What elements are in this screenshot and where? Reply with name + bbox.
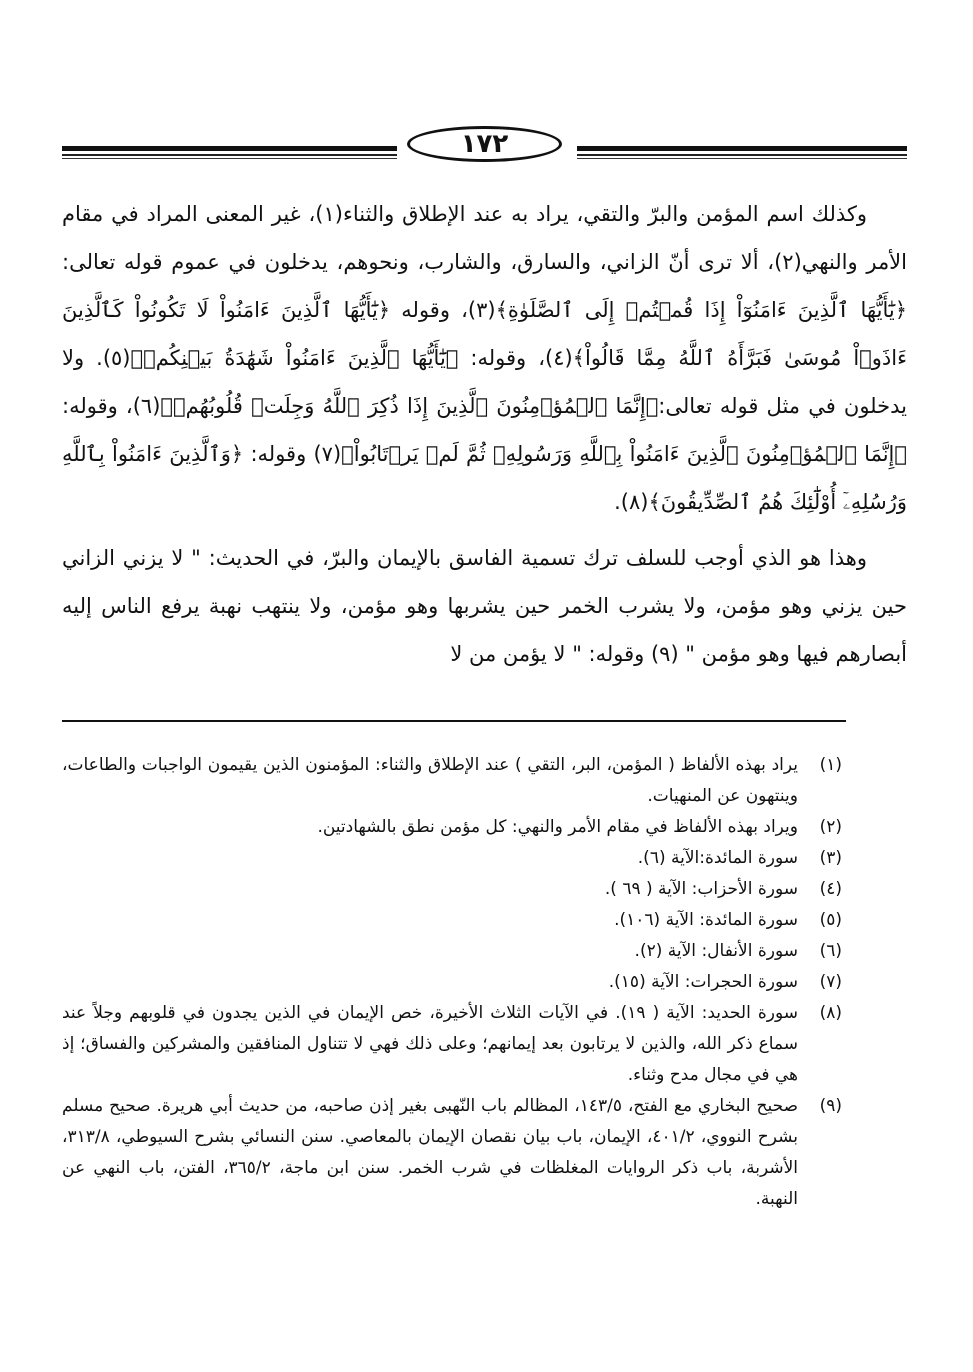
footnote-number: (١) — [819, 755, 842, 775]
footnote — [62, 874, 842, 905]
header-rule-left — [62, 146, 397, 160]
footnote-number: (٨) — [819, 1003, 842, 1023]
footnote — [62, 1091, 842, 1215]
footnote-text: سورة الأنفال: الآية (٢). — [634, 941, 798, 961]
main-text — [62, 190, 907, 678]
footnote-text: ويراد بهذه الألفاظ في مقام الأمر والنهي: كل مؤمن نطق بالشهادتين. — [317, 817, 798, 837]
footnotes — [62, 750, 842, 1215]
footnote — [62, 843, 842, 874]
footnote — [62, 750, 842, 812]
footnote — [62, 936, 842, 967]
paragraph-2: وهذا هو الذي أوجب للسلف ترك تسمية الفاسق بالإيمان والبرّ، في الحديث: " لا يزني الزاني حين يزني وهو مؤمن، ولا يشرب الخمر حين يشربها وهو مؤمن، ولا ينتهب نهبة يرفع الناس إليه أبصارهم فيها وهو مؤمن " (٩) وقوله: " لا يؤمن من لا — [62, 546, 907, 666]
footnote — [62, 812, 842, 843]
footnote-text: سورة المائدة:الآية (٦). — [637, 848, 798, 868]
paragraph-1: وكذلك اسم المؤمن والبرّ والتقي، يراد به عند الإطلاق والثناء(١)، غير المعنى المراد في مقام الأمر والنهي(٢)، ألا ترى أنّ الزاني، والسارق، والشارب، ونحوهم، يدخلون في عموم قوله تعالى:﴿يَٰٓأَيُّهَا ٱلَّذِينَ ءَامَنُوٓاْ إِذَا قُمۡتُمۡ إِلَى ٱلصَّلَوٰةِ﴾(٣)، وقوله ﴿يَٰٓأَيُّهَا ٱلَّذِينَ ءَامَنُواْ لَا تَكُونُواْ كَٱلَّذِينَ ءَاذَوۡاْ مُوسَىٰ فَبَرَّأَهُ ٱللَّهُ مِمَّا قَالُواْ﴾(٤)، وقوله: ﴿يَٰٓأَيُّهَا ٱلَّذِينَ ءَامَنُواْ شَهَٰدَةُ بَيۡنِكُمۡ﴾(٥). ولا يدخلون في مثل قوله تعالى:﴿إِنَّمَا ٱلۡمُؤۡمِنُونَ ٱلَّذِينَ إِذَا ذُكِرَ ٱللَّهُ وَجِلَتۡ قُلُوبُهُمۡ﴾(٦)، وقوله: ﴿إِنَّمَا ٱلۡمُؤۡمِنُونَ ٱلَّذِينَ ءَامَنُواْ بِٱللَّهِ وَرَسُولِهِۦ ثُمَّ لَمۡ يَرۡتَابُواْ﴾(٧) وقوله: ﴿وَٱلَّذِينَ ءَامَنُواْ بِٱللَّهِ وَرُسُلِهِۦٓ أُوْلَٰٓئِكَ هُمُ ٱلصِّدِّيقُونَ﴾(٨). — [62, 202, 907, 514]
footnote — [62, 998, 842, 1091]
footnote-number: (٢) — [819, 817, 842, 837]
footnote-text: سورة الأحزاب: الآية ( ٦٩ ). — [604, 879, 798, 899]
footnote-number: (٦) — [819, 941, 842, 961]
footnote-text: سورة الحجرات: الآية (١٥). — [608, 972, 798, 992]
footnote-text: سورة الحديد: الآية ( ١٩). في الآيات الثلاث الأخيرة، خص الإيمان في الذين يجدون في قلوبهم وجلاً عند سماع ذكر الله، والذين لا يرتابون بعد إيمانهم؛ وعلى ذلك فهي لا تتناول المنافقين والمشركين والفساق؛ إذ هي في مجال مدح وثناء. — [62, 1003, 798, 1085]
page-header — [62, 118, 907, 168]
footnote-text: صحيح البخاري مع الفتح، ١٤٣/٥، المظالم باب النّهبى بغير إذن صاحبه، من حديث أبي هريرة. صحيح مسلم بشرح النووي، ٤٠١/٢، الإيمان، باب بيان نقصان الإيمان بالمعاصي. سنن النسائي بشرح السيوطي، ٣١٣/٨، الأشربة، باب ذكر الروايات المغلظات في شرب الخمر. سنن ابن ماجة، ٣٦٥/٢، الفتن، باب النهي عن النهبة. — [62, 1096, 799, 1209]
footnote-number: (٩) — [819, 1096, 842, 1116]
footnote-number: (٧) — [819, 972, 842, 992]
footnote-text: يراد بهذه الألفاظ ( المؤمن، البر، التقي ) عند الإطلاق والثناء: المؤمنون الذين يقيمون الواجبات والطاعات، وينتهون عن المنهيات. — [62, 755, 798, 806]
footnote-divider — [62, 720, 846, 722]
footnote-number: (٣) — [819, 848, 842, 868]
footnote-number: (٤) — [819, 879, 842, 899]
footnote — [62, 905, 842, 936]
footnote — [62, 967, 842, 998]
footnote-number: (٥) — [819, 910, 842, 930]
page-number: ١٧٢ — [407, 126, 562, 162]
footnote-text: سورة المائدة: الآية (١٠٦). — [614, 910, 798, 930]
header-rule-right — [577, 146, 907, 160]
